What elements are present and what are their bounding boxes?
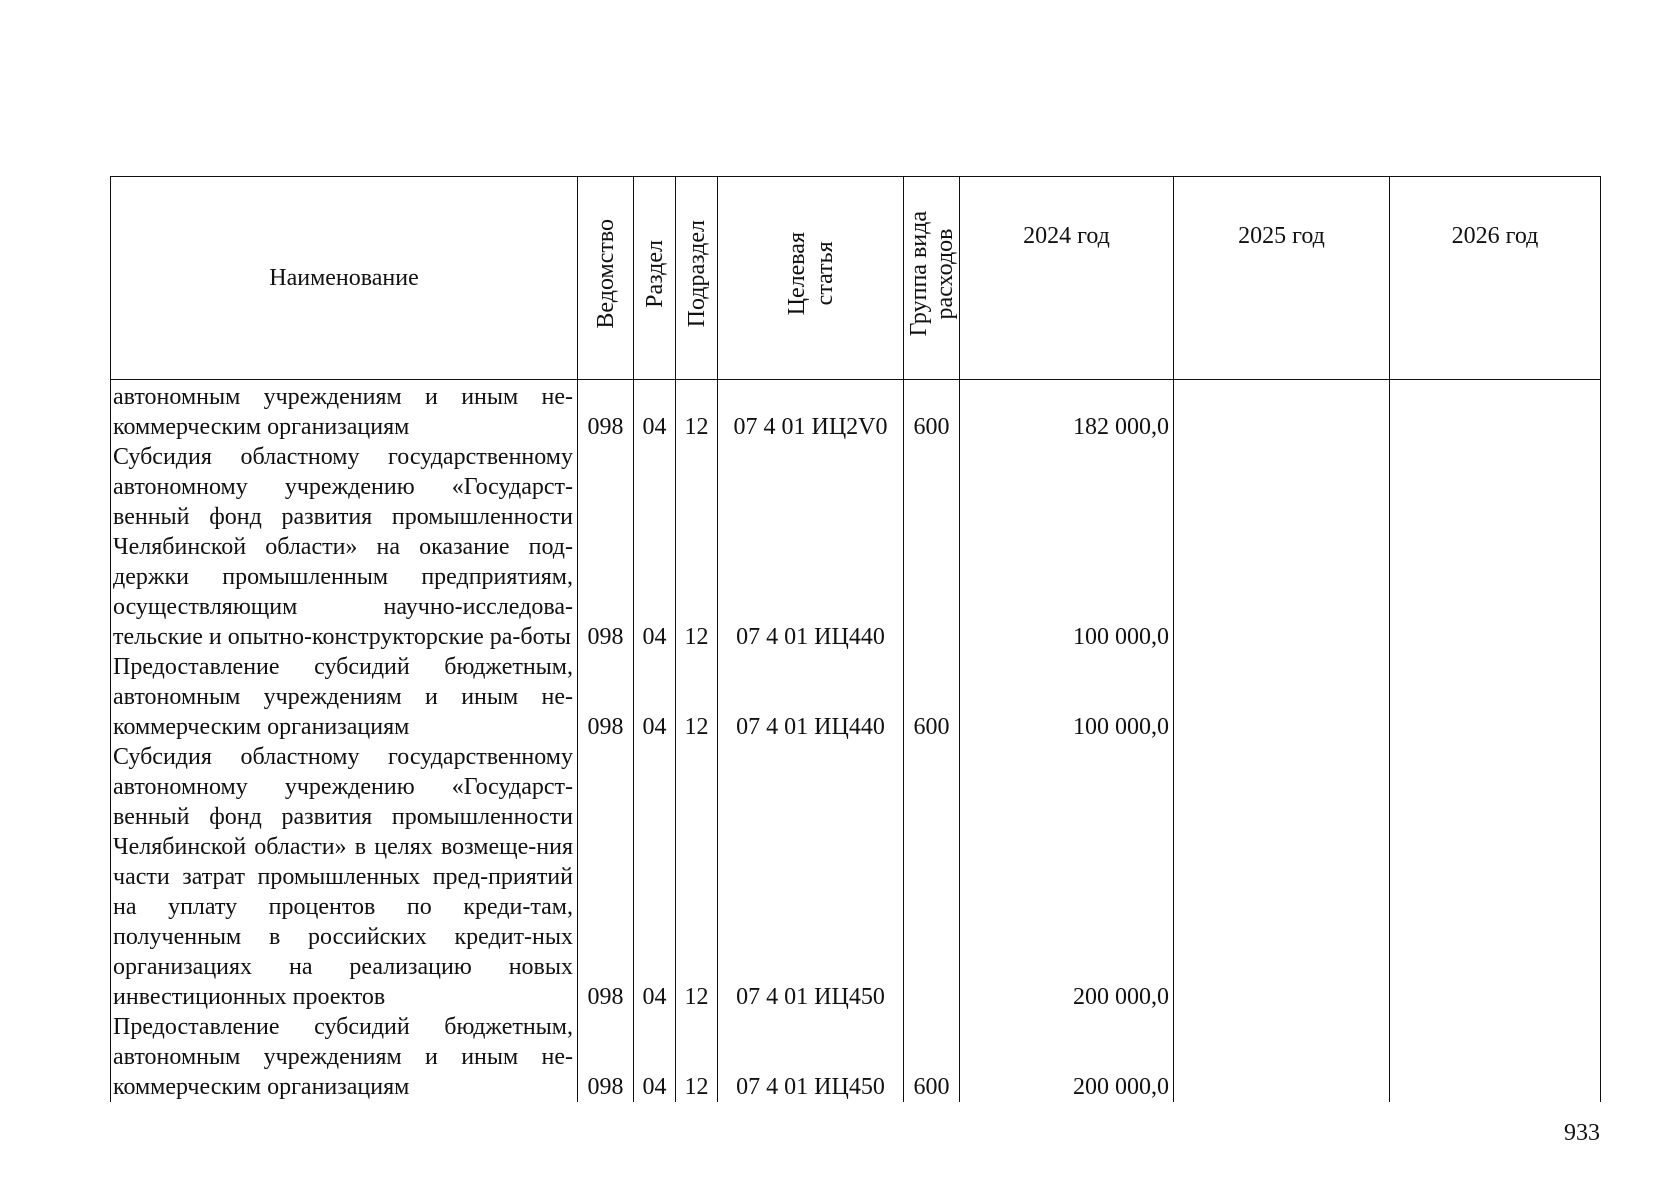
row-amount-2025 [1174, 652, 1390, 742]
row-expense-group: 600 [904, 652, 960, 742]
row-amount-2025 [1174, 380, 1390, 443]
row-name: автономным учреждениям и иным не-коммерческим организациям [111, 380, 578, 443]
row-expense-group [904, 742, 960, 1012]
row-dept: 098 [578, 442, 634, 652]
budget-table [110, 176, 1601, 1102]
row-section: 04 [634, 652, 676, 742]
row-name: Субсидия областному государственному автономному учреждению «Государст-венный фонд развития промышленности Челябинской области» на оказание под-держки промышленным предприятиям, осуществляющим научно-исследова-тельские и опытно-конструкторские ра-боты [111, 442, 578, 652]
row-section: 04 [634, 742, 676, 1012]
table-row [111, 442, 1601, 652]
row-expense-group: 600 [904, 1012, 960, 1102]
row-amount-2026 [1390, 442, 1601, 652]
header-section [634, 177, 676, 380]
row-section: 04 [634, 380, 676, 443]
header-target-line1: Целевая [783, 232, 810, 316]
row-target: 07 4 01 ИЦ2V0 [718, 380, 904, 443]
row-name: Субсидия областному государственному автономному учреждению «Государст-венный фонд развития промышленности Челябинской области» в целях возмеще-ния части затрат промышленных пред-приятий на уплату процентов по креди-там, полученным в российских кредит-ных организациях на реализацию новых инвестиционных проектов [111, 742, 578, 1012]
header-2025-label: 2025 год [1238, 223, 1325, 249]
row-subsection: 12 [676, 442, 718, 652]
row-name: Предоставление субсидий бюджетным, автономным учреждениям и иным не-коммерческим организациям [111, 1012, 578, 1102]
row-subsection: 12 [676, 742, 718, 1012]
header-dept [578, 177, 634, 380]
header-section-label: Раздел [641, 240, 668, 308]
row-expense-group [904, 442, 960, 652]
row-amount-2025 [1174, 742, 1390, 1012]
row-dept: 098 [578, 380, 634, 443]
row-amount-2026 [1390, 742, 1601, 1012]
header-expense-group-line2: расходов [931, 228, 958, 320]
header-2024-label: 2024 год [1023, 223, 1110, 249]
row-section: 04 [634, 442, 676, 652]
header-name-label: Наименование [269, 265, 419, 291]
table-header-row [111, 177, 1601, 380]
row-subsection: 12 [676, 380, 718, 443]
header-2025 [1174, 177, 1390, 380]
row-amount-2024: 100 000,0 [960, 442, 1174, 652]
row-subsection: 12 [676, 1012, 718, 1102]
header-name [111, 177, 578, 380]
row-amount-2024: 200 000,0 [960, 1012, 1174, 1102]
page-number: 933 [1564, 1120, 1600, 1146]
header-subsection-label: Подраздел [683, 220, 710, 328]
row-target: 07 4 01 ИЦ440 [718, 442, 904, 652]
row-subsection: 12 [676, 652, 718, 742]
header-2024 [960, 177, 1174, 380]
row-amount-2025 [1174, 1012, 1390, 1102]
row-section: 04 [634, 1012, 676, 1102]
header-expense-group-line1: Группа вида [905, 211, 932, 337]
table-row [111, 742, 1601, 1012]
row-amount-2026 [1390, 1012, 1601, 1102]
row-amount-2024: 200 000,0 [960, 742, 1174, 1012]
header-2026-label: 2026 год [1451, 223, 1539, 249]
row-dept: 098 [578, 742, 634, 1012]
header-expense-group [904, 177, 960, 380]
table-row [111, 652, 1601, 742]
table-row [111, 380, 1601, 443]
row-target: 07 4 01 ИЦ450 [718, 742, 904, 1012]
header-subsection [676, 177, 718, 380]
row-name: Предоставление субсидий бюджетным, автономным учреждениям и иным не-коммерческим организациям [111, 652, 578, 742]
table-row [111, 1012, 1601, 1102]
row-amount-2024: 182 000,0 [960, 380, 1174, 443]
row-target: 07 4 01 ИЦ440 [718, 652, 904, 742]
row-expense-group: 600 [904, 380, 960, 443]
row-amount-2026 [1390, 652, 1601, 742]
header-dept-label: Ведомство [592, 219, 619, 329]
row-dept: 098 [578, 1012, 634, 1102]
row-amount-2024: 100 000,0 [960, 652, 1174, 742]
header-2026 [1390, 177, 1601, 380]
row-dept: 098 [578, 652, 634, 742]
row-amount-2026 [1390, 380, 1601, 443]
row-amount-2025 [1174, 442, 1390, 652]
header-target [718, 177, 904, 380]
header-target-line2: статья [811, 242, 838, 306]
row-target: 07 4 01 ИЦ450 [718, 1012, 904, 1102]
